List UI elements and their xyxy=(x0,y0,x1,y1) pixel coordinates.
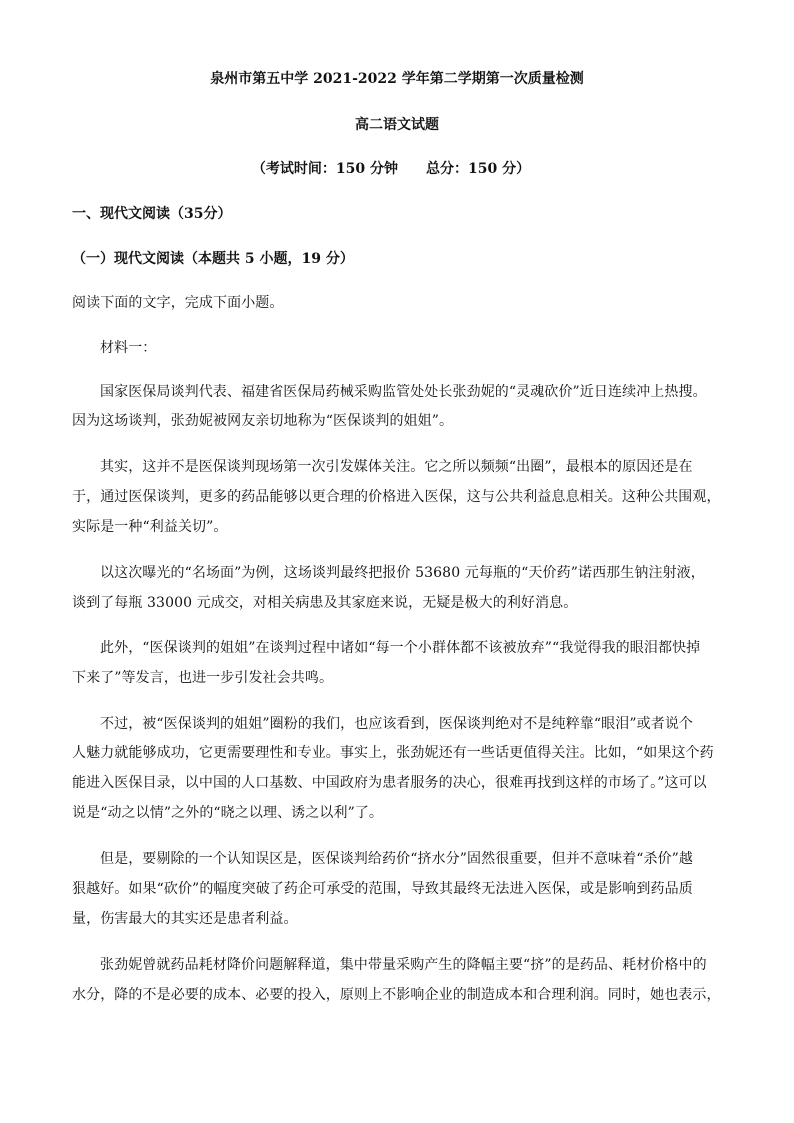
paragraph-line: 人魅力就能够成功，它更需要理性和专业。事实上，张劲妮还有一些话更值得关注。比如，“如果这个药 xyxy=(72,745,714,761)
exam-info: （考试时间：150 分钟 总分：150 分） xyxy=(251,161,531,177)
paragraph-line: 说是“动之以情”之外的“晓之以理、诱之以利”了。 xyxy=(72,805,384,821)
paragraph-line: 谈到了每瓶 33000 元成交，对相关病患及其家庭来说，无疑是极大的利好消息。 xyxy=(72,595,578,611)
paragraph-line: 国家医保局谈判代表、福建省医保局药械采购监管处处长张劲妮的“灵魂砍价”近日连续冲上热搜。 xyxy=(100,384,707,400)
paragraph-line: 于，通过医保谈判，更多的药品能够以更合理的价格进入医保，这与公共利益息息相关。这种公共围观， xyxy=(72,489,721,505)
school-title: 泉州市第五中学 2021-2022 学年第二学期第一次质量检测 xyxy=(210,71,584,87)
paragraph-line: 实际是一种“利益关切”。 xyxy=(72,519,228,535)
paragraph-line: 以这次曝光的“名场面”为例，这场谈判最终把报价 53680 元每瓶的“天价药”诺西那生钠注射液， xyxy=(100,565,705,581)
paragraph-line: 其实，这并不是医保谈判现场第一次引发媒体关注。它之所以频频“出圈”，最根本的原因还是在 xyxy=(100,459,693,475)
section-heading: 一、现代文阅读（35分） xyxy=(72,206,232,222)
paragraph-line: 不过，被“医保谈判的姐姐”圈粉的我们，也应该看到，医保谈判绝对不是纯粹靠“眼泪”或者说个 xyxy=(100,716,694,732)
paragraph-line: 量，伤害最大的其实还是患者利益。 xyxy=(72,911,298,927)
paragraph-line: 但是，要剔除的一个认知误区是，医保谈判给药价“挤水分”固然很重要，但并不意味着“杀价”越 xyxy=(100,851,694,867)
material-label: 材料一： xyxy=(100,340,157,356)
paragraph-line: 下来了”等发言，也进一步引发社会共鸣。 xyxy=(72,670,334,686)
sub-section-heading: （一）现代文阅读（本题共 5 小题，19 分） xyxy=(72,251,354,267)
paragraph-line: 狠越好。如果“砍价”的幅度突破了药企可承受的范围，导致其最终无法进入医保，或是影响到药品质 xyxy=(72,881,693,897)
paragraph-line: 此外，“医保谈判的姐姐”在谈判过程中诸如“每一个小群体都不该被放弃”“我觉得我的眼泪都快掉 xyxy=(100,640,701,656)
paragraph-line: 因为这场谈判，张劲妮被网友亲切地称为“医保谈判的姐姐”。 xyxy=(72,413,454,429)
paragraph-line: 水分，降的不是必要的成本、必要的投入，原则上不影响企业的制造成本和合理利润。同时，她也表示， xyxy=(72,987,721,1003)
paragraph-line: 张劲妮曾就药品耗材降价问题解释道，集中带量采购产生的降幅主要“挤”的是药品、耗材价格中的 xyxy=(100,957,707,973)
instruction-text: 阅读下面的文字，完成下面小题。 xyxy=(72,295,284,311)
paragraph-line: 能进入医保目录，以中国的人口基数、中国政府为患者服务的决心，很难再找到这样的市场了。”这可以 xyxy=(72,775,707,791)
subject-title: 高二语文试题 xyxy=(355,117,439,133)
